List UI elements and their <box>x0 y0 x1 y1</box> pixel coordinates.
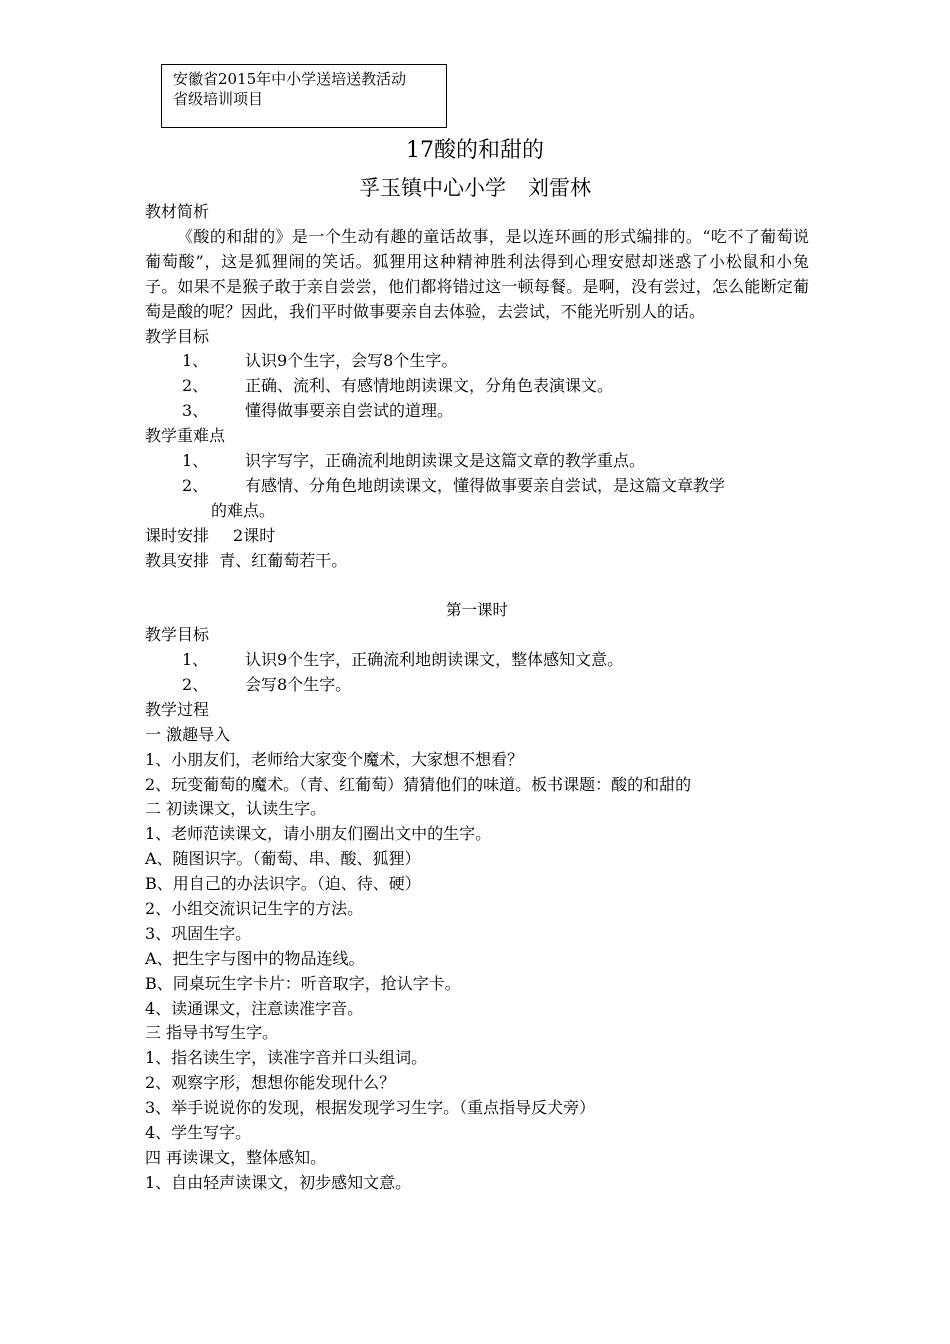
process-line: 4、读通课文，注意读准字音。 <box>145 998 364 1018</box>
process-line: 4、学生写字。 <box>145 1123 252 1143</box>
key-point-item <box>145 474 809 499</box>
process-line: 1、老师范读课文，请小朋友们圈出文中的生字。 <box>145 824 492 844</box>
goal-text: 认识9个生字，会写8个生字。 <box>245 351 458 371</box>
schedule-value: 2课时 <box>233 525 276 545</box>
key-point-text: 识字写字，正确流利地朗读课文是这篇文章的教学重点。 <box>245 450 646 470</box>
author-line <box>0 172 950 202</box>
goal-item <box>145 374 809 399</box>
document-body <box>145 200 809 1196</box>
lesson1-heading: 第一课时 <box>445 601 508 620</box>
header-box-line1: 安徽省2015年中小学送培送教活动 <box>173 70 407 88</box>
process-heading: 教学过程 <box>145 699 210 719</box>
lesson1-goal-text: 认识9个生字，正确流利地朗读课文，整体感知文意。 <box>245 650 624 670</box>
schedule-line <box>145 524 809 549</box>
process-line: 1、指名读生字，读准字音并口头组词。 <box>145 1048 428 1068</box>
document-title: 17酸的和甜的 <box>406 138 544 163</box>
section-heading-goals: 教学目标 <box>145 326 210 346</box>
section-heading-intro: 教材简析 <box>145 202 210 221</box>
header-box-line2: 省级培训项目 <box>173 90 264 108</box>
key-point-num: 2、 <box>182 475 209 495</box>
process-line: 3、巩固生字。 <box>145 923 252 943</box>
process-line: 三 指导书写生字。 <box>145 1023 279 1043</box>
process-line: 四 再读课文，整体感知。 <box>145 1147 327 1167</box>
process-line: 2、玩变葡萄的魔术。（青、红葡萄）猜猜他们的味道。板书课题：酸的和甜的 <box>145 774 692 794</box>
process-line: 2、观察字形，想想你能发现什么？ <box>145 1073 396 1093</box>
lesson1-goal-item <box>145 673 809 698</box>
lesson1-goal-num: 1、 <box>182 650 209 670</box>
process-line: A、把生字与图中的物品连线。 <box>145 948 365 968</box>
lesson1-goal-num: 2、 <box>182 674 209 694</box>
key-point-num: 1、 <box>182 450 209 470</box>
process-line: 一 激趣导入 <box>145 724 231 744</box>
lesson1-goals-heading: 教学目标 <box>145 625 210 645</box>
process-line: 1、自由轻声读课文，初步感知文意。 <box>145 1172 412 1192</box>
goal-text: 正确、流利、有感情地朗读课文，分角色表演课文。 <box>245 376 614 396</box>
tools-value: 青、红葡萄若干。 <box>219 550 348 570</box>
process-line: 3、举手说说你的发现，根据发现学习生字。（重点指导反犬旁） <box>145 1098 596 1118</box>
key-point-text-continued: 的难点。 <box>211 500 276 520</box>
intro-paragraph: 《酸的和甜的》是一个生动有趣的童话故事，是以连环画的形式编排的。“吃不了葡萄说葡萄酸”，这是狐狸闹的笑话。狐狸用这种精神胜利法得到心理安慰却迷惑了小松鼠和小兔子。如果不是猴子敢于亲自尝尝，他们都将错过这一顿每餐。是啊，没有尝过，怎么能断定葡萄是酸的呢？因此，我们平时做事要亲自去体验，去尝试，不能光听别人的话。 <box>145 226 809 321</box>
author-name: 刘雷林 <box>528 176 591 200</box>
process-line: 1、小朋友们，老师给大家变个魔术，大家想不想看？ <box>145 749 524 769</box>
process-line: B、同桌玩生字卡片：听音取字，抢认字卡。 <box>145 973 461 993</box>
process-line: A、随图识字。（葡萄、串、酸、狐狸） <box>145 849 421 869</box>
lesson1-goal-item <box>145 648 809 673</box>
blank-line <box>145 573 809 598</box>
schedule-label: 课时安排 <box>145 525 210 545</box>
key-point-item <box>145 449 809 474</box>
key-point-text: 有感情、分角色地朗读课文，懂得做事要亲自尝试，是这篇文章教学 <box>245 475 726 495</box>
goal-num: 2、 <box>182 376 209 396</box>
author-school: 孚玉镇中心小学 <box>359 176 506 200</box>
goal-item <box>145 399 809 424</box>
tools-line <box>145 549 809 574</box>
process-line: 2、小组交流识记生字的方法。 <box>145 899 364 918</box>
goal-item <box>145 349 809 374</box>
goal-text: 懂得做事要亲自尝试的道理。 <box>245 401 454 421</box>
process-line: 二 初读课文，认读生字。 <box>145 799 327 819</box>
lesson1-goal-text: 会写8个生字。 <box>245 674 352 694</box>
process-line: B、用自己的办法识字。（迫、待、硬） <box>145 874 421 894</box>
tools-label: 教具安排 <box>145 550 210 570</box>
goal-num: 3、 <box>182 401 209 421</box>
section-heading-key-points: 教学重难点 <box>145 426 226 446</box>
goal-num: 1、 <box>182 351 209 371</box>
header-box <box>161 64 447 128</box>
